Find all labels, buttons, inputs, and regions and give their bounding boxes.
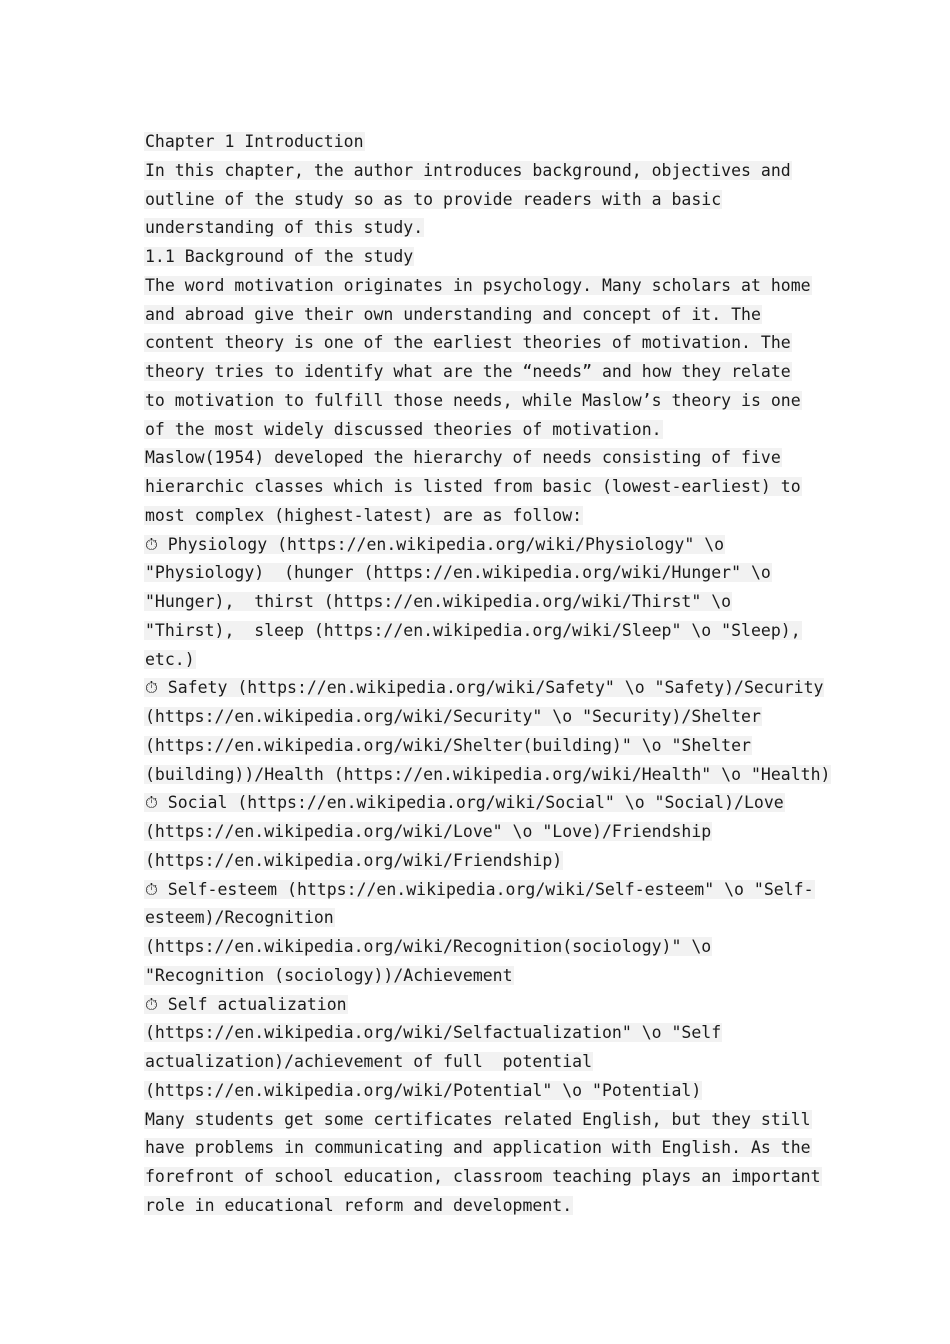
- paragraph-line: [144, 301, 844, 330]
- paragraph-text: most complex (highest-latest) are as follow:: [145, 505, 583, 525]
- paragraph-text: outline of the study so as to provide readers with a basic: [145, 189, 722, 209]
- list-item-self-esteem: [144, 962, 844, 991]
- chapter-title: [144, 128, 844, 157]
- list-item-self-actualization: [144, 1048, 844, 1077]
- list-item-safety: [144, 732, 844, 761]
- paragraph-line: [144, 1163, 844, 1192]
- paragraph-text: theory tries to identify what are the “needs” and how they relate: [145, 362, 791, 381]
- paragraph-line: [144, 416, 844, 445]
- list-item-text: etc.): [145, 649, 195, 669]
- paragraph-line: [144, 157, 844, 186]
- chapter-title-text: Chapter 1 Introduction: [145, 132, 364, 151]
- list-item-social: [144, 847, 844, 876]
- paragraph-text: forefront of school education, classroom teaching plays an important: [145, 1167, 821, 1186]
- list-item-self-esteem: [144, 904, 844, 933]
- paragraph-line: [144, 1106, 844, 1135]
- list-item-self-esteem: [144, 933, 844, 962]
- paragraph-line: [144, 358, 844, 387]
- list-item-physiology: [144, 617, 844, 646]
- paragraph-line: [144, 272, 844, 301]
- paragraph-line: [144, 186, 844, 215]
- paragraph-line: [144, 444, 844, 473]
- list-item-text: (https://en.wikipedia.org/wiki/Potential" \o "Potential): [145, 1080, 702, 1100]
- list-item-social: [144, 818, 844, 847]
- list-item-physiology: [144, 559, 844, 588]
- section-heading-text: 1.1 Background of the study: [145, 247, 414, 266]
- document-body: [144, 128, 844, 1221]
- list-item-text: (https://en.wikipedia.org/wiki/Selfactualization" \o "Self: [145, 1023, 722, 1043]
- list-item-safety: [144, 674, 844, 703]
- paragraph-text: The word motivation originates in psychology. Many scholars at home: [145, 275, 811, 295]
- section-heading: [144, 243, 844, 272]
- list-item-text: (https://en.wikipedia.org/wiki/Security" \o "Security)/Shelter: [145, 707, 761, 726]
- list-item-self-actualization: [144, 1077, 844, 1106]
- list-item-self-actualization: [144, 991, 844, 1020]
- paragraph-text: to motivation to fulfill those needs, while Maslow’s theory is one: [145, 390, 801, 410]
- list-item-safety: [144, 761, 844, 790]
- list-item-self-esteem: [144, 876, 844, 905]
- list-item-text: "Physiology) (hunger (https://en.wikipedia.org/wiki/Hunger" \o: [145, 563, 771, 583]
- list-item-text: (https://en.wikipedia.org/wiki/Recognition(sociology)" \o: [145, 937, 712, 956]
- list-item-text: ⏱ Self-esteem (https://en.wikipedia.org/wiki/Self-esteem" \o "Self-: [145, 879, 814, 899]
- list-item-text: "Hunger), thirst (https://en.wikipedia.org/wiki/Thirst" \o: [145, 592, 732, 611]
- paragraph-line: [144, 473, 844, 502]
- list-item-social: [144, 789, 844, 818]
- paragraph-text: have problems in communicating and application with English. As the: [145, 1138, 811, 1158]
- list-item-safety: [144, 703, 844, 732]
- paragraph-text: of the most widely discussed theories of motivation.: [145, 419, 662, 439]
- list-item-physiology: [144, 646, 844, 675]
- paragraph-line: [144, 1134, 844, 1163]
- list-item-text: (building))/Health (https://en.wikipedia.org/wiki/Health" \o "Health): [145, 764, 831, 784]
- list-item-physiology: [144, 588, 844, 617]
- paragraph-text: hierarchic classes which is listed from basic (lowest-earliest) to: [145, 477, 801, 496]
- paragraph-line: [144, 387, 844, 416]
- paragraph-line: [144, 1192, 844, 1221]
- paragraph-text: content theory is one of the earliest theories of motivation. The: [145, 333, 791, 353]
- list-item-text: ⏱ Self actualization: [145, 994, 347, 1014]
- list-item-text: (https://en.wikipedia.org/wiki/Friendship): [145, 850, 563, 870]
- paragraph-line: [144, 502, 844, 531]
- list-item-text: ⏱ Safety (https://en.wikipedia.org/wiki/Safety" \o "Safety)/Security: [145, 678, 824, 698]
- list-item-text: ⏱ Physiology (https://en.wikipedia.org/wiki/Physiology" \o: [145, 534, 725, 554]
- list-item-text: esteem)/Recognition: [145, 908, 334, 928]
- paragraph-text: Many students get some certificates related English, but they still: [145, 1109, 811, 1129]
- paragraph-text: and abroad give their own understanding and concept of it. The: [145, 304, 761, 324]
- list-item-text: ⏱ Social (https://en.wikipedia.org/wiki/Social" \o "Social)/Love: [145, 793, 784, 813]
- paragraph-text: role in educational reform and development.: [145, 1195, 573, 1215]
- paragraph-line: [144, 214, 844, 243]
- list-item-text: (https://en.wikipedia.org/wiki/Shelter(building)" \o "Shelter: [145, 735, 751, 755]
- list-item-physiology: [144, 531, 844, 560]
- paragraph-text: Maslow(1954) developed the hierarchy of needs consisting of five: [145, 448, 781, 468]
- list-item-text: "Thirst), sleep (https://en.wikipedia.org/wiki/Sleep" \o "Sleep),: [145, 620, 801, 640]
- list-item-text: (https://en.wikipedia.org/wiki/Love" \o "Love)/Friendship: [145, 822, 712, 841]
- paragraph-text: understanding of this study.: [145, 218, 424, 238]
- paragraph-line: [144, 329, 844, 358]
- list-item-text: actualization)/achievement of full potential: [145, 1052, 593, 1071]
- list-item-text: "Recognition (sociology))/Achievement: [145, 965, 513, 985]
- list-item-self-actualization: [144, 1019, 844, 1048]
- paragraph-text: In this chapter, the author introduces background, objectives and: [145, 160, 791, 180]
